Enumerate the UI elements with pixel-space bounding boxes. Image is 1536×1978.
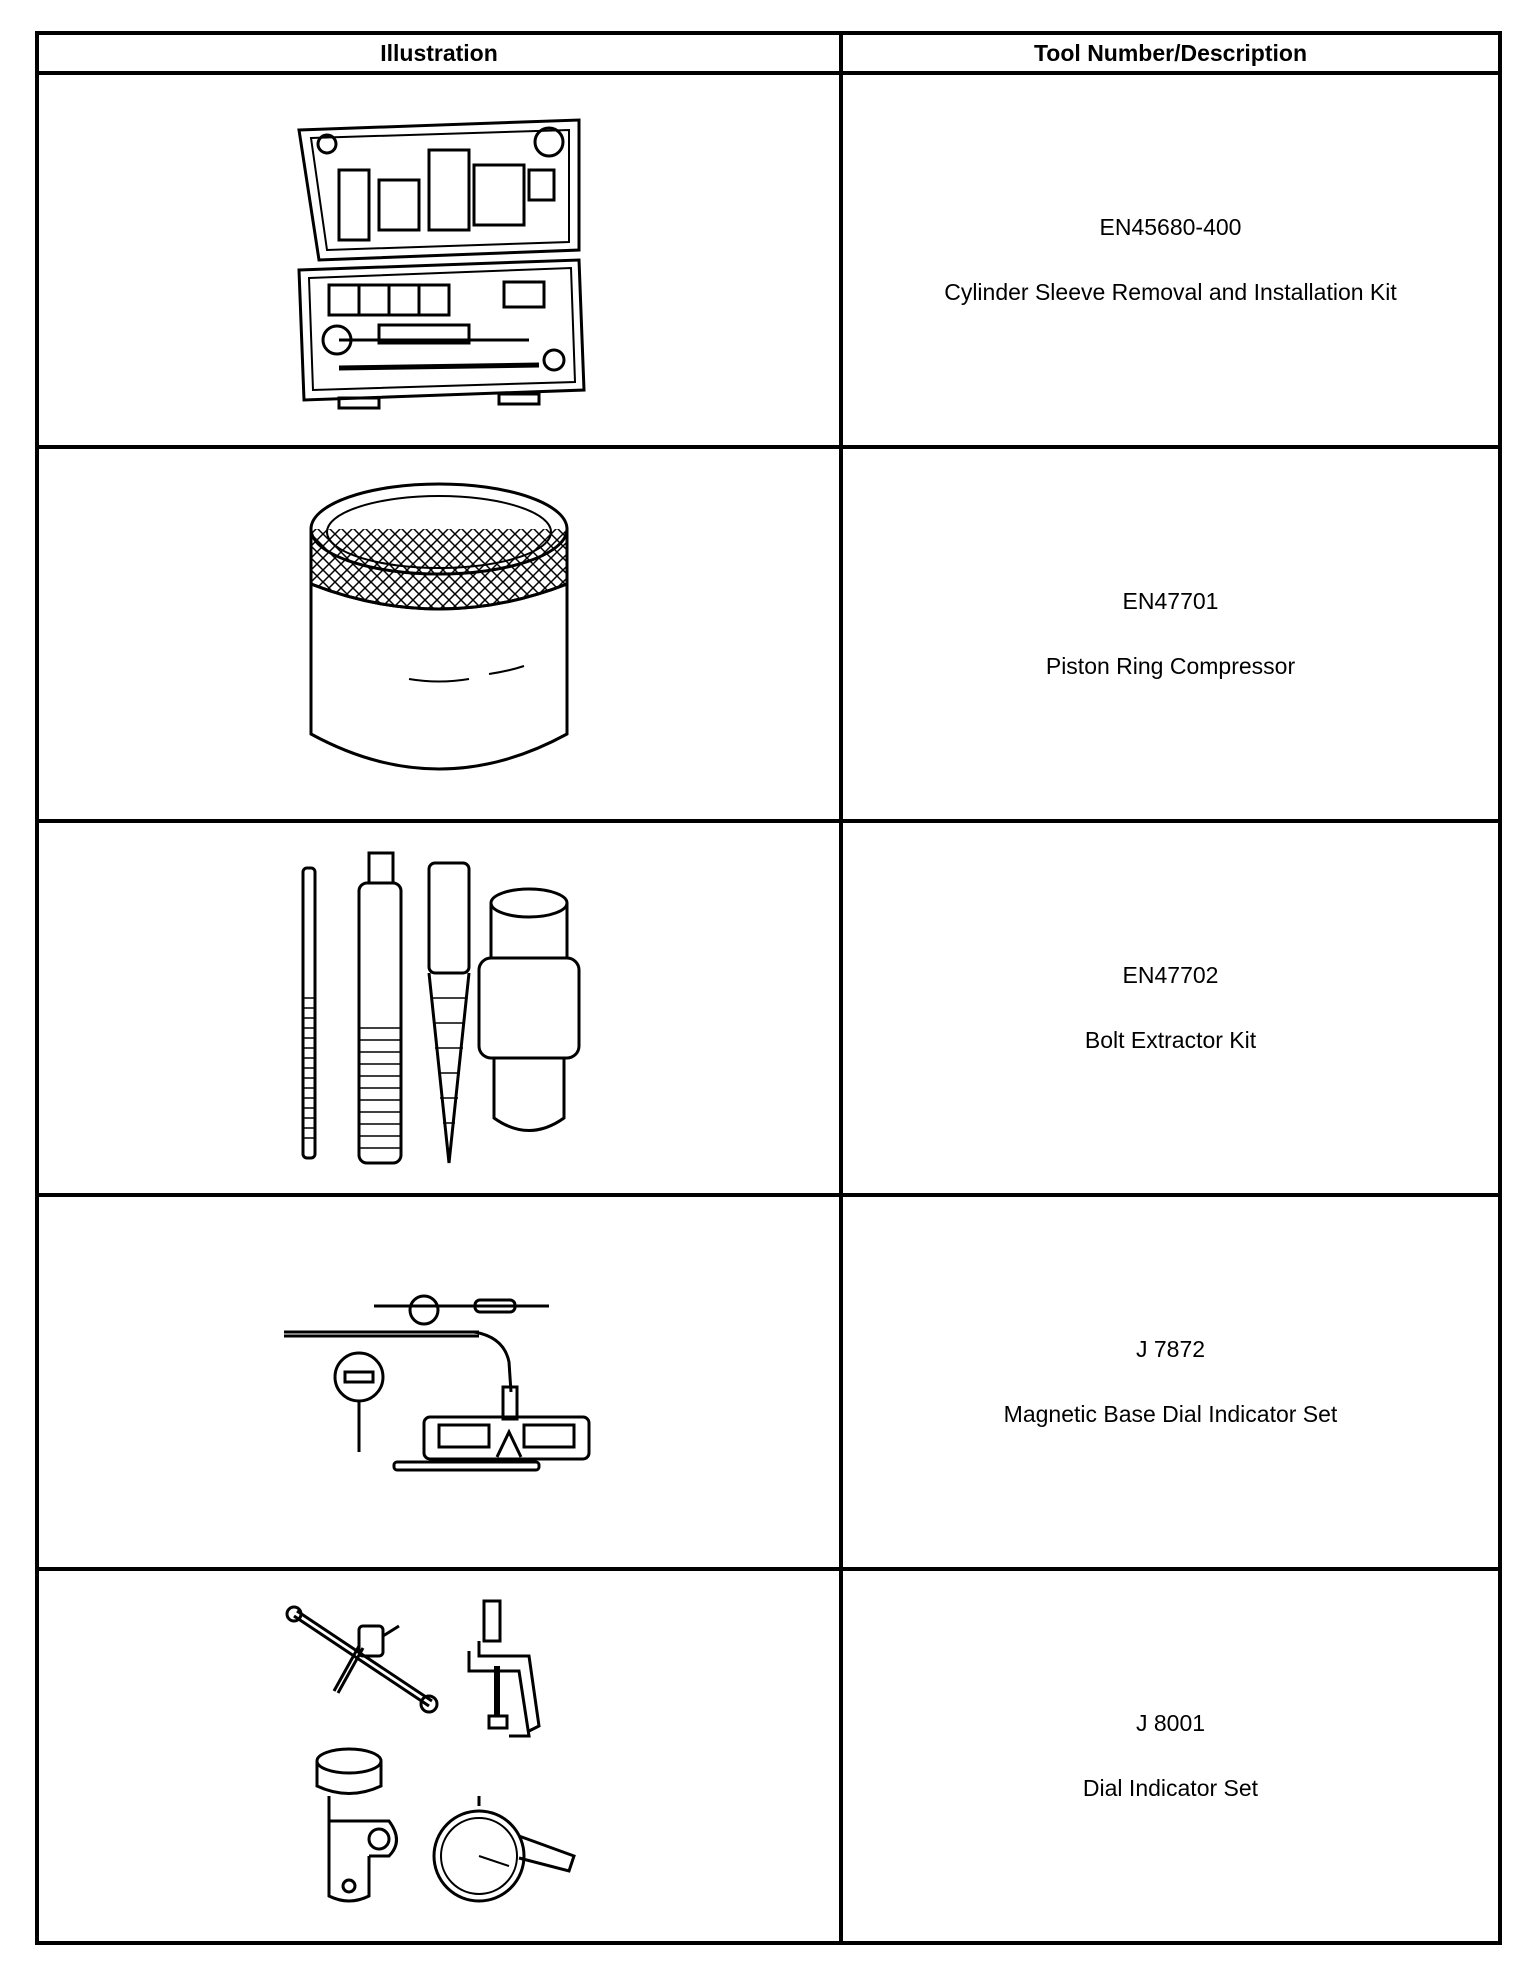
illustration-cell [37,73,841,447]
description-cell [841,447,1500,821]
table-row [37,447,1500,821]
tool-case-kit-icon [279,110,599,410]
description-cell [841,73,1500,447]
bolt-extractor-kit-icon [279,848,599,1168]
tool-description: Bolt Extractor Kit [1084,1027,1257,1053]
tool-description: Magnetic Base Dial Indicator Set [1003,1401,1338,1427]
description-cell [841,821,1500,1195]
tool-number: EN45680-400 [1099,214,1242,240]
table-row [37,73,1500,447]
header-tool-number-description: Tool Number/Description [841,33,1500,73]
header-illustration: Illustration [37,33,841,73]
special-tools-table [35,31,1502,1945]
illustration-cell [37,821,841,1195]
table-row [37,821,1500,1195]
tool-number: EN47701 [1122,588,1219,614]
table-row [37,1195,1500,1569]
illustration-cell [37,447,841,821]
dial-indicator-set-icon [279,1596,599,1916]
tool-number: J 8001 [1135,1710,1206,1736]
tool-description: Cylinder Sleeve Removal and Installation Kit [944,279,1397,305]
illustration-cell [37,1195,841,1569]
header-row [37,33,1500,73]
magnetic-base-dial-indicator-icon [279,1292,599,1472]
tool-number: EN47702 [1122,962,1219,988]
tool-number: J 7872 [1135,1336,1206,1362]
tool-description: Dial Indicator Set [1082,1775,1259,1801]
description-cell [841,1195,1500,1569]
description-cell [841,1569,1500,1943]
table-row [37,1569,1500,1943]
piston-ring-compressor-icon [299,474,579,794]
tool-description: Piston Ring Compressor [1045,653,1296,679]
illustration-cell [37,1569,841,1943]
